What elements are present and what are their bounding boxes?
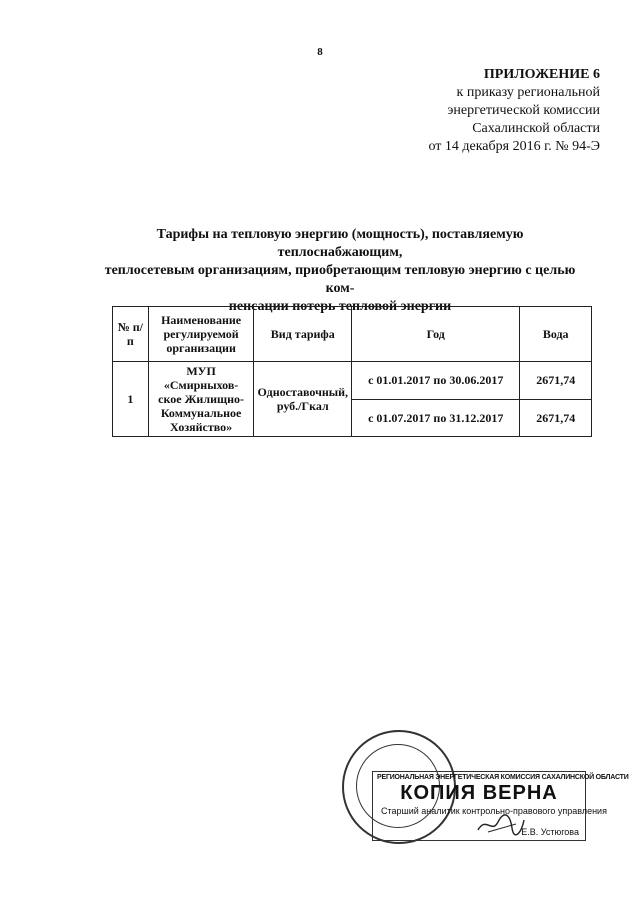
header-water: Вода: [520, 307, 592, 362]
appendix-line: от 14 декабря 2016 г. № 94-Э: [428, 139, 600, 154]
header-num: № п/п: [113, 307, 149, 362]
title-line: пенсации потерь тепловой энергии: [228, 299, 452, 314]
stamp-position: Старший аналитик контрольно-правового управления: [381, 806, 607, 816]
cell-year: с 01.01.2017 по 30.06.2017: [352, 362, 520, 400]
appendix-line: Сахалинской области: [472, 121, 600, 136]
table-header-row: [113, 307, 592, 362]
appendix-line: энергетической комиссии: [447, 103, 600, 118]
cell-water: 2671,74: [520, 362, 592, 400]
cell-water: 2671,74: [520, 399, 592, 437]
title-line: Тарифы на тепловую энергию (мощность), поставляемую теплоснабжающим,: [156, 227, 524, 260]
stamp-copy-label: КОПИЯ ВЕРНА: [400, 782, 558, 804]
stamp-signer-name: Е.В. Устюгова: [521, 827, 579, 837]
cell-num: 1: [113, 362, 149, 437]
appendix-header: [428, 66, 600, 156]
page-number: 8: [317, 46, 323, 58]
appendix-line: к приказу региональной: [456, 85, 600, 100]
title-line: теплосетевым организациям, приобретающим тепловую энергию с целью ком-: [104, 263, 576, 296]
document-title: [100, 226, 580, 316]
table-row: [113, 362, 592, 400]
cell-tariff-type: Одноставочный, руб./Гкал: [254, 362, 352, 437]
cell-org: МУП «Смирныхов-ское Жилищно-Коммунальное Хозяйство»: [148, 362, 254, 437]
header-org: Наименование регулируемой организации: [148, 307, 254, 362]
cell-year: с 01.07.2017 по 31.12.2017: [352, 399, 520, 437]
handwritten-signature: [476, 812, 526, 836]
tariff-table: [112, 306, 592, 437]
stamp-org: РЕГИОНАЛЬНАЯ ЭНЕРГЕТИЧЕСКАЯ КОМИССИЯ САХАЛИНСКОЙ ОБЛАСТИ: [377, 774, 629, 781]
appendix-title: ПРИЛОЖЕНИЕ 6: [483, 67, 600, 82]
header-year: Год: [352, 307, 520, 362]
header-tariff-type: Вид тарифа: [254, 307, 352, 362]
